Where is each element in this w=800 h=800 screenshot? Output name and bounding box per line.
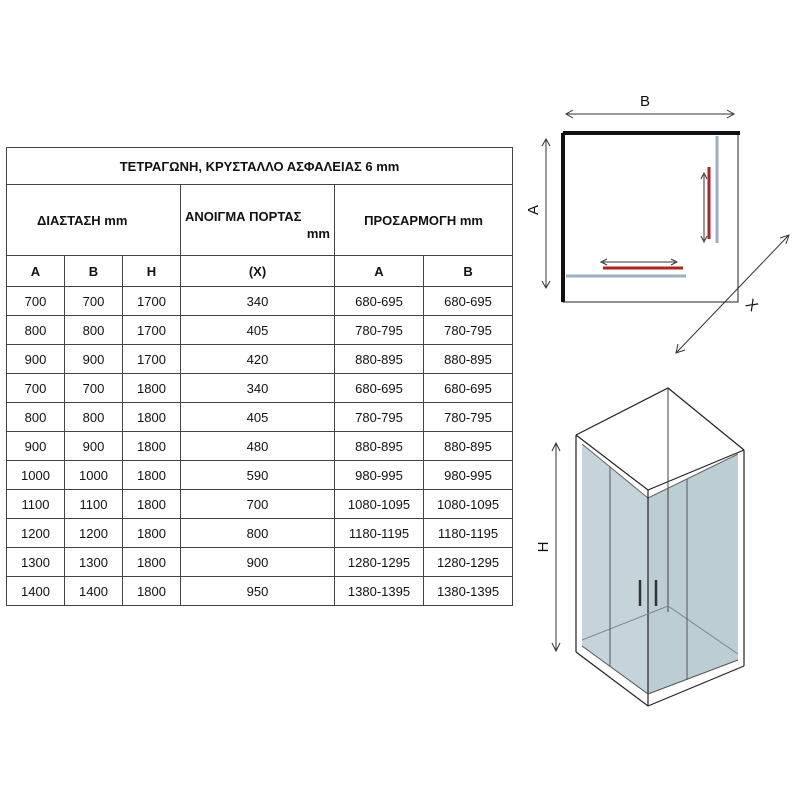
table-cell: 1180-1195 [335, 519, 424, 548]
left-glass-face [582, 444, 648, 694]
right-glass-face [648, 454, 738, 694]
table-cell: 880-895 [424, 432, 513, 461]
table-cell: 680-695 [424, 287, 513, 316]
table-cell: 900 [181, 548, 335, 577]
table-title: ΤΕΤΡΑΓΩΝΗ, ΚΡΥΣΤΑΛΛΟ ΑΣΦΑΛΕΙΑΣ 6 mm [7, 148, 513, 185]
table-cell: 800 [7, 316, 65, 345]
table-cell: 405 [181, 403, 335, 432]
table-cell: 1200 [65, 519, 123, 548]
subheader-a: A [7, 256, 65, 287]
height-label: H [535, 541, 552, 553]
table-cell: 950 [181, 577, 335, 606]
table-cell: 780-795 [424, 316, 513, 345]
table-cell: 700 [65, 374, 123, 403]
table-cell: 1700 [123, 287, 181, 316]
table-cell: 900 [7, 345, 65, 374]
table-cell: 1700 [123, 345, 181, 374]
table-cell: 1700 [123, 316, 181, 345]
dimension-group-header: ΔΙΑΣΤΑΣΗ mm [7, 185, 181, 256]
table-cell: 1300 [7, 548, 65, 577]
table-cell: 1380-1395 [335, 577, 424, 606]
table-cell: 340 [181, 287, 335, 316]
table-cell: 1280-1295 [335, 548, 424, 577]
table-cell: 880-895 [335, 345, 424, 374]
table-cell: 1000 [65, 461, 123, 490]
table-cell: 780-795 [424, 403, 513, 432]
table-cell: 680-695 [424, 374, 513, 403]
enclosure-3d-view [535, 388, 744, 706]
table-cell: 1000 [7, 461, 65, 490]
table-cell: 480 [181, 432, 335, 461]
opening-header-line1: ΑΝΟΙΓΜΑ ΠΟΡΤΑΣ [185, 209, 302, 224]
diagonal-label: X [742, 295, 762, 315]
table-cell: 700 [181, 490, 335, 519]
table-cell: 900 [65, 345, 123, 374]
table-cell: 1800 [123, 548, 181, 577]
table-cell: 1800 [123, 461, 181, 490]
table-cell: 700 [65, 287, 123, 316]
table-cell: 780-795 [335, 403, 424, 432]
table-cell: 780-795 [335, 316, 424, 345]
table-cell: 680-695 [335, 374, 424, 403]
table-cell: 980-995 [335, 461, 424, 490]
table-cell: 420 [181, 345, 335, 374]
table-cell: 1280-1295 [424, 548, 513, 577]
table-cell: 1800 [123, 577, 181, 606]
table-cell: 700 [7, 374, 65, 403]
table-cell: 980-995 [424, 461, 513, 490]
table-cell: 1800 [123, 432, 181, 461]
table-cell: 1080-1095 [335, 490, 424, 519]
table-cell: 1400 [7, 577, 65, 606]
table-cell: 1080-1095 [424, 490, 513, 519]
table-cell: 1800 [123, 403, 181, 432]
table-cell: 1400 [65, 577, 123, 606]
table-cell: 680-695 [335, 287, 424, 316]
subheader-h: H [123, 256, 181, 287]
table-cell: 590 [181, 461, 335, 490]
table-cell: 800 [65, 316, 123, 345]
table-cell: 900 [65, 432, 123, 461]
table-cell: 1800 [123, 374, 181, 403]
subheader-adj-a: A [335, 256, 424, 287]
table-cell: 1800 [123, 490, 181, 519]
subheader-adj-b: B [424, 256, 513, 287]
table-cell: 880-895 [335, 432, 424, 461]
opening-header-line2: mm [306, 226, 330, 241]
table-cell: 800 [7, 403, 65, 432]
back-top-edges [576, 388, 744, 450]
subheader-x: (X) [181, 256, 335, 287]
table-cell: 1100 [65, 490, 123, 519]
width-label: B [639, 93, 651, 110]
table-cell: 900 [7, 432, 65, 461]
table-cell: 800 [181, 519, 335, 548]
adjustment-group-header: ΠΡΟΣΑΡΜΟΓΗ mm [335, 185, 513, 256]
table-cell: 1800 [123, 519, 181, 548]
table-cell: 1100 [7, 490, 65, 519]
table-cell: 1200 [7, 519, 65, 548]
table-cell: 405 [181, 316, 335, 345]
depth-label: A [525, 204, 542, 216]
table-cell: 700 [7, 287, 65, 316]
table-cell: 1380-1395 [424, 577, 513, 606]
table-cell: 340 [181, 374, 335, 403]
subheader-b: B [65, 256, 123, 287]
top-view-diagram [525, 93, 789, 353]
table-cell: 1180-1195 [424, 519, 513, 548]
diagonal-dimension-line [677, 236, 788, 352]
table-cell: 1300 [65, 548, 123, 577]
table-cell: 800 [65, 403, 123, 432]
table-cell: 880-895 [424, 345, 513, 374]
